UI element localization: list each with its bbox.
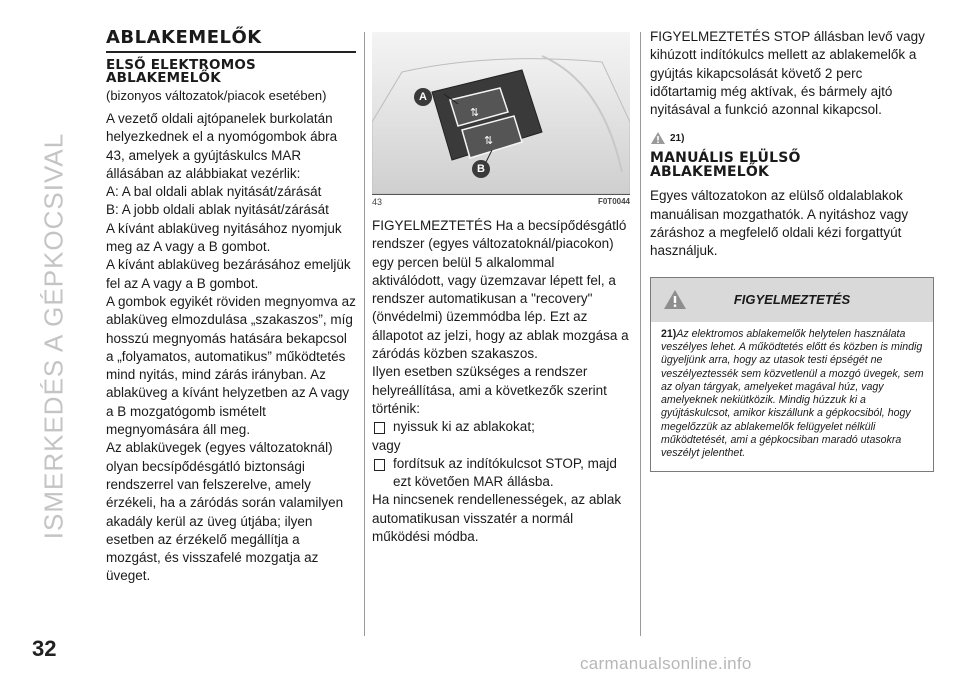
subheading-line-1: ELSŐ ELEKTROMOS [106,57,256,73]
paragraph: FIGYELMEZTETÉS Ha a becsípődésgátló rendszer (egyes változatoknál/piacokon) egy percen belül 5 alkalommal aktiválódott, vagy üzemzavar lépett fel, a rendszer automatikusan a "recovery" (önvédelmi) üzemmódba lép. Ezt az állapotot az jelzi, hogy az ablak mozgása a záródás közben szakaszos. [372,218,629,362]
column-3-body-2 [650,187,930,260]
paragraph: A kívánt ablaküveg bezárásához emeljük fel az A vagy a B gombot. [106,257,351,291]
or-text: vagy [372,437,401,453]
button-b-description: B: A jobb oldali ablak nyitását/zárását [106,202,329,218]
watermark: carmanualsonline.info [580,654,752,673]
page-number: 32 [32,636,57,661]
subheading-note: (bizonyos változatok/piacok esetében) [106,88,327,103]
window-switch-illustration [372,32,630,194]
svg-text:⇅: ⇅ [484,134,494,147]
list-item [372,418,630,436]
list-item-text: fordítsuk az indítókulcsot STOP, majd ezt követően MAR állásba. [393,455,617,490]
button-a-description: A: A bal oldali ablak nyitását/zárását [106,184,322,200]
warning-triangle-icon [663,289,687,310]
checkbox-bullet-icon [374,422,385,434]
warning-box-header [651,278,933,322]
column-divider-2 [640,32,641,636]
paragraph: A gombok egyikét röviden megnyomva az ablaküveg elmozdulása „szakaszos”, míg hosszú megnyomás hatására bekapcsol a „folyamatos, automatikus” működtetés mind nyitás, mind zárás irányban. Az ablaküveg a kívánt helyzetben az A vagy a B mozgatógomb ismételt megnyomására áll meg. [106,293,356,438]
warning-text [651,322,933,471]
section-side-title: ISMERKEDÉS A GÉPKOCSIVAL [38,132,69,540]
window-switch-figure [372,32,630,195]
manual-windows-heading [650,151,930,179]
warning-reference [650,131,930,145]
section-heading: ABLAKEMELŐK [106,28,356,53]
callout-b: B [472,160,490,178]
paragraph: Egyes változatokon az elülső oldalablakok manuálisan mozgathatók. A nyitáshoz vagy záráshoz a megfelelő oldali kézi forgattyút használjuk. [650,188,909,259]
warning-triangle-icon [650,131,666,145]
figure-caption [372,197,630,207]
column-3 [650,28,930,472]
column-3-body [650,28,930,119]
column-2-body [372,217,630,546]
column-2 [372,32,630,546]
warning-number: 21) [661,327,677,340]
paragraph: Ha nincsenek rendellenességek, az ablak automatikusan visszatér a normál működési módba. [372,492,622,545]
warning-reference-number: 21) [670,132,685,144]
heading-line-1: MANUÁLIS ELÜLSŐ [650,150,801,167]
column-1-body [106,110,356,586]
column-divider-1 [364,32,365,636]
warning-body-text: Az elektromos ablakemelők helytelen használata veszélyes lehet. A működtetés előtt és közben is mindig ügyeljünk arra, hogy az utasok testi épségét ne veszélyeztessék sem közvetlenül a mozgó üvegek, sem az olyan tárgyak, amelyeket magával húz, vagy amelyeknek nekiütközik. Mindig húzzuk ki a gyújtáskulcsot, amikor kiszállunk a gépkocsiból, hogy megelőzzük az ablakemelők felügyelet nélküli működtetését, ami a gépkocsiban maradó utasokra veszélyt jelenthet. [661,327,924,460]
warning-box [650,277,934,472]
callout-a: A [414,88,432,106]
list-item-text: nyissuk ki az ablakokat; [393,419,535,435]
column-1 [106,28,356,586]
paragraph: Ilyen esetben szükséges a rendszer helyreállítása, ami a következők szerint történik: [372,364,607,416]
paragraph: FIGYELMEZTETÉS STOP állásban levő vagy kihúzott indítókulcs mellett az ablakemelők a gyújtás kikapcsolását követő 2 perc időtartamig még aktívak, és bármely ajtó nyitásával a funkció azonnal kikapcsol. [650,29,925,118]
list-item [372,455,630,492]
heading-line-2: ABLAKEMELŐK [650,164,770,181]
paragraph: Az ablaküvegek (egyes változatoknál) olyan becsípődésgátló biztonsági rendszerrel van felszerelve, amely érzékeli, ha a záródás során valamilyen akadály kerül az üveg útjába; ilyen esetben az érzékelő megállítja a mozgást, és visszafelé mozgatja az üveget. [106,440,344,584]
paragraph: A vezető oldali ajtópanelek burkolatán helyezkednek el a nyomógombok ábra 43, amelyek a gyújtáskulcs MAR állásában az alábbiakat vezérlik: [106,111,338,181]
subheading [106,59,356,85]
figure-number: 43 [372,197,383,207]
svg-text:⇅: ⇅ [470,106,480,119]
paragraph: A kívánt ablaküveg nyitásához nyomjuk meg az A vagy a B gombot. [106,220,342,255]
subheading-line-2: ABLAKEMELŐK [106,70,221,86]
warning-title: FIGYELMEZTETÉS [733,292,851,308]
figure-code: F0T0044 [597,197,630,206]
checkbox-bullet-icon [374,459,385,471]
